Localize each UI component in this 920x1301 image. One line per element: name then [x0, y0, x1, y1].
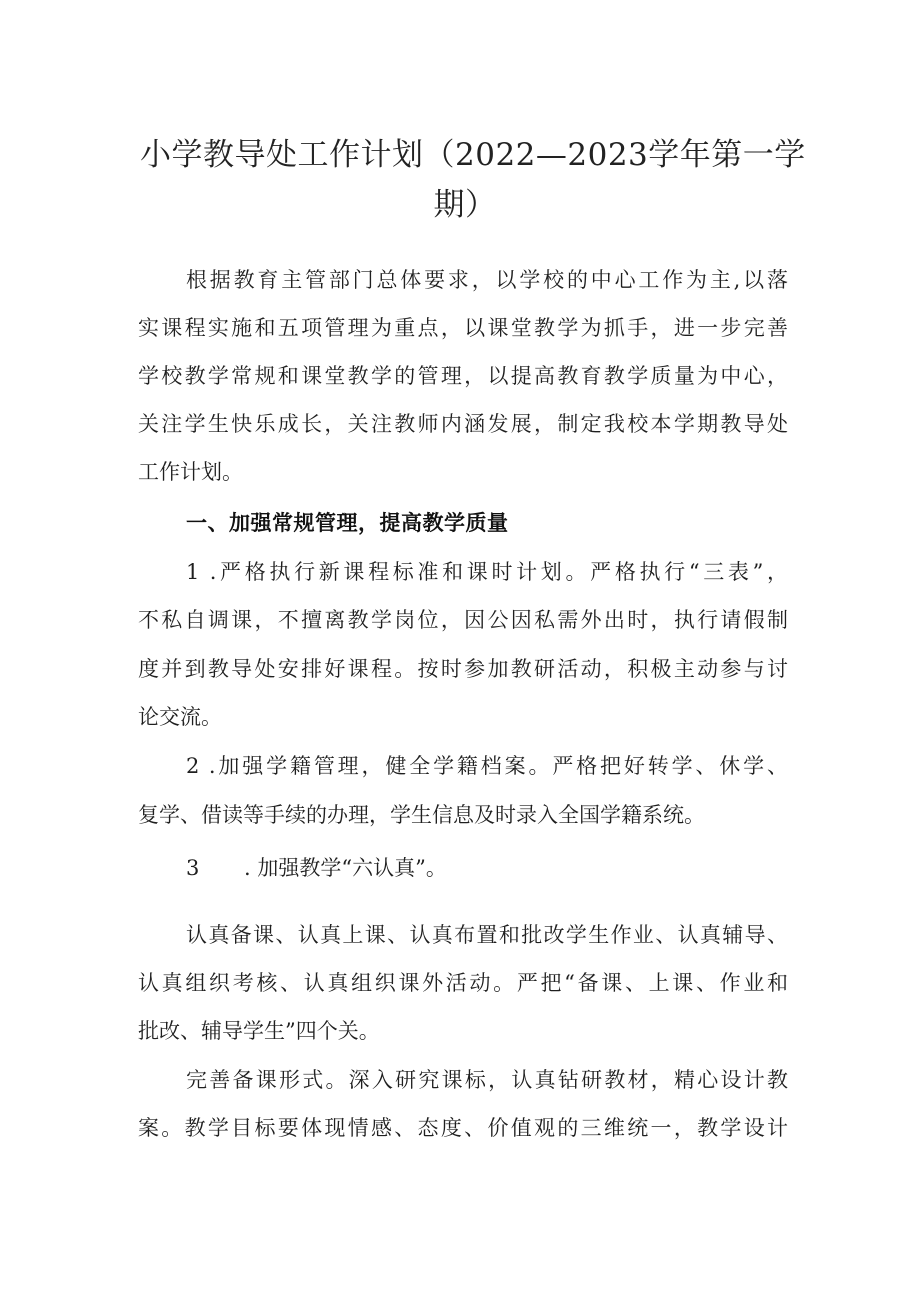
section-heading: 一、加强常规管理，提高教学质量 [186, 511, 509, 535]
six-earnest-line-3: 批改、辅导学生”四个关。 [138, 1019, 380, 1043]
lesson-prep-line-2: 案。教学目标要体现情感、态度、价值观的三维统一，教学设计 [138, 1116, 788, 1140]
item-3-text: . 加强教学“六认真”。 [244, 856, 447, 880]
item-2-line-2: 复学、借读等手续的办理，学生信息及时录入全国学籍系统。 [138, 803, 705, 827]
intro-line-5: 工作计划。 [138, 460, 243, 484]
intro-line-1: 根据教育主管部门总体要求，以学校的中心工作为主,以落 [186, 268, 788, 292]
lesson-prep-line-1: 完善备课形式。深入研究课标，认真钻研教材，精心设计教 [186, 1068, 788, 1092]
item-1-line-4: 论交流。 [138, 705, 222, 729]
intro-line-2: 实课程实施和五项管理为重点，以课堂教学为抓手，进一步完善 [138, 316, 788, 340]
item-3-number: 3 [186, 856, 200, 880]
intro-line-3: 学校教学常规和课堂教学的管理，以提高教育教学质量为中心， [138, 364, 788, 388]
item-1-line-3: 度并到教导处安排好课程。按时参加教研活动，积极主动参与讨 [138, 657, 788, 681]
item-1-line-2: 不私自调课，不擅离教学岗位，因公因私需外出时，执行请假制 [138, 608, 788, 632]
document-title-line-2: 期） [433, 187, 497, 223]
document-title-line-1: 小学教导处工作计划（2022—2023学年第一学 [140, 137, 806, 173]
item-2-line-1: 2 .加强学籍管理，健全学籍档案。严格把好转学、休学、 [186, 754, 788, 778]
six-earnest-line-1: 认真备课、认真上课、认真布置和批改学生作业、认真辅导、 [186, 923, 788, 947]
six-earnest-line-2: 认真组织考核、认真组织课外活动。严把“备课、上课、作业和 [138, 971, 788, 995]
item-3-heading [186, 858, 447, 879]
item-1-line-1: 1 .严格执行新课程标准和课时计划。严格执行“三表”， [186, 560, 788, 584]
intro-line-4: 关注学生快乐成长，关注教师内涵发展，制定我校本学期教导处 [138, 412, 788, 436]
